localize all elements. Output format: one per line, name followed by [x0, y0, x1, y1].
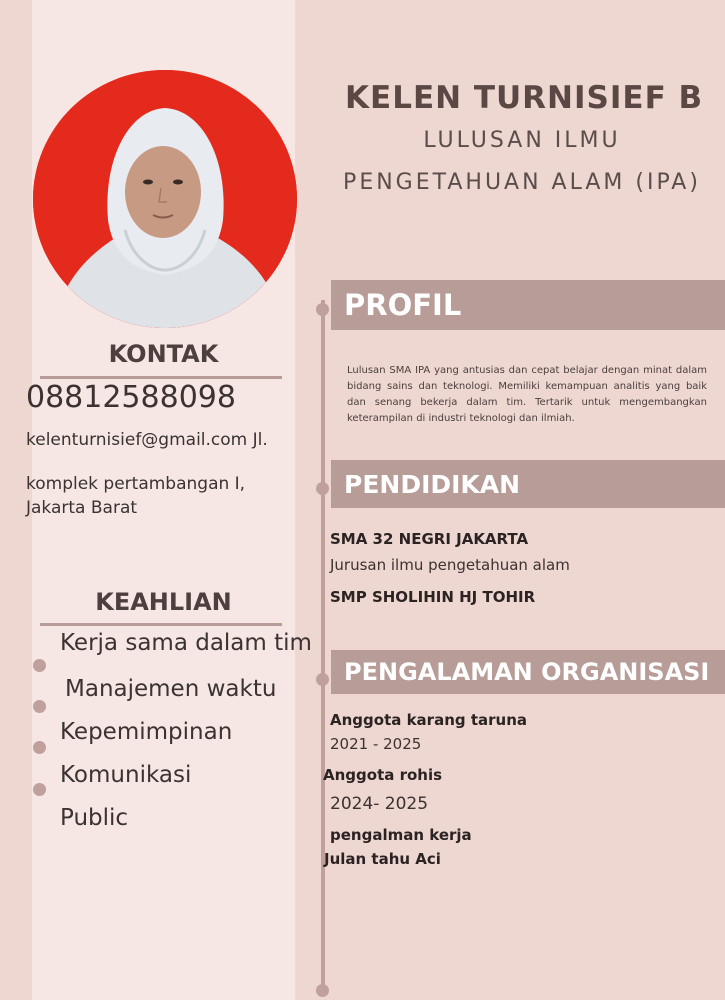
- skill-bullet: [33, 741, 46, 754]
- contact-divider: [40, 376, 282, 379]
- timeline-dot: [316, 984, 329, 997]
- skill-item: Komunikasi: [60, 762, 192, 788]
- subtitle-line-2: PENGETAHUAN ALAM (IPA): [343, 170, 701, 195]
- organization-item-2: Anggota rohis: [323, 766, 443, 784]
- education-heading: PENDIDIKAN: [331, 460, 725, 508]
- skills-divider: [40, 623, 282, 626]
- education-school-1: SMA 32 NEGRI JAKARTA: [330, 530, 529, 548]
- profile-text: Lulusan SMA IPA yang antusias dan cepat belajar dengan minat dalam bidang sains dan teknologi. Memiliki kemampuan analitis yang baik dan senang bekerja dalam tim. Tertarik untuk mengembangkan keterampilan di industri teknologi dan ilmiah.: [347, 365, 707, 424]
- work-heading: pengalman kerja: [330, 826, 472, 844]
- skill-bullet: [33, 700, 46, 713]
- profile-heading: PROFIL: [331, 280, 725, 330]
- organization-years-1: 2021 - 2025: [330, 735, 422, 753]
- organization-heading: PENGALAMAN ORGANISASI: [331, 650, 725, 694]
- skill-item: Kepemimpinan: [60, 719, 233, 745]
- skill-bullet: [33, 783, 46, 796]
- contact-address: komplek pertambangan I, Jakarta Barat: [26, 474, 246, 518]
- timeline-line: [321, 300, 325, 990]
- skill-item: Public: [60, 805, 129, 831]
- full-name: KELEN TURNISIEF B: [345, 80, 704, 116]
- contact-heading: KONTAK: [108, 340, 219, 368]
- profile-photo: [33, 70, 297, 328]
- education-major-1: Jurusan ilmu pengetahuan alam: [330, 556, 570, 574]
- education-school-2: SMP SHOLIHIN HJ TOHIR: [330, 588, 536, 606]
- skill-item: Kerja sama dalam tim: [60, 630, 312, 656]
- contact-email: kelenturnisief@gmail.com Jl.: [26, 430, 268, 450]
- subtitle-line-1: LULUSAN ILMU: [423, 128, 621, 153]
- work-item-1: Julan tahu Aci: [324, 850, 441, 868]
- organization-item-1: Anggota karang taruna: [330, 711, 528, 729]
- organization-years-2: 2024- 2025: [330, 794, 429, 814]
- contact-phone: 08812588098: [26, 380, 236, 415]
- skill-bullet: [33, 659, 46, 672]
- person-portrait-icon: [33, 70, 297, 328]
- timeline-dot: [316, 673, 329, 686]
- skill-item: Manajemen waktu: [65, 676, 277, 702]
- skills-heading: KEAHLIAN: [95, 588, 232, 616]
- timeline-dot: [316, 482, 329, 495]
- timeline-dot: [316, 303, 329, 316]
